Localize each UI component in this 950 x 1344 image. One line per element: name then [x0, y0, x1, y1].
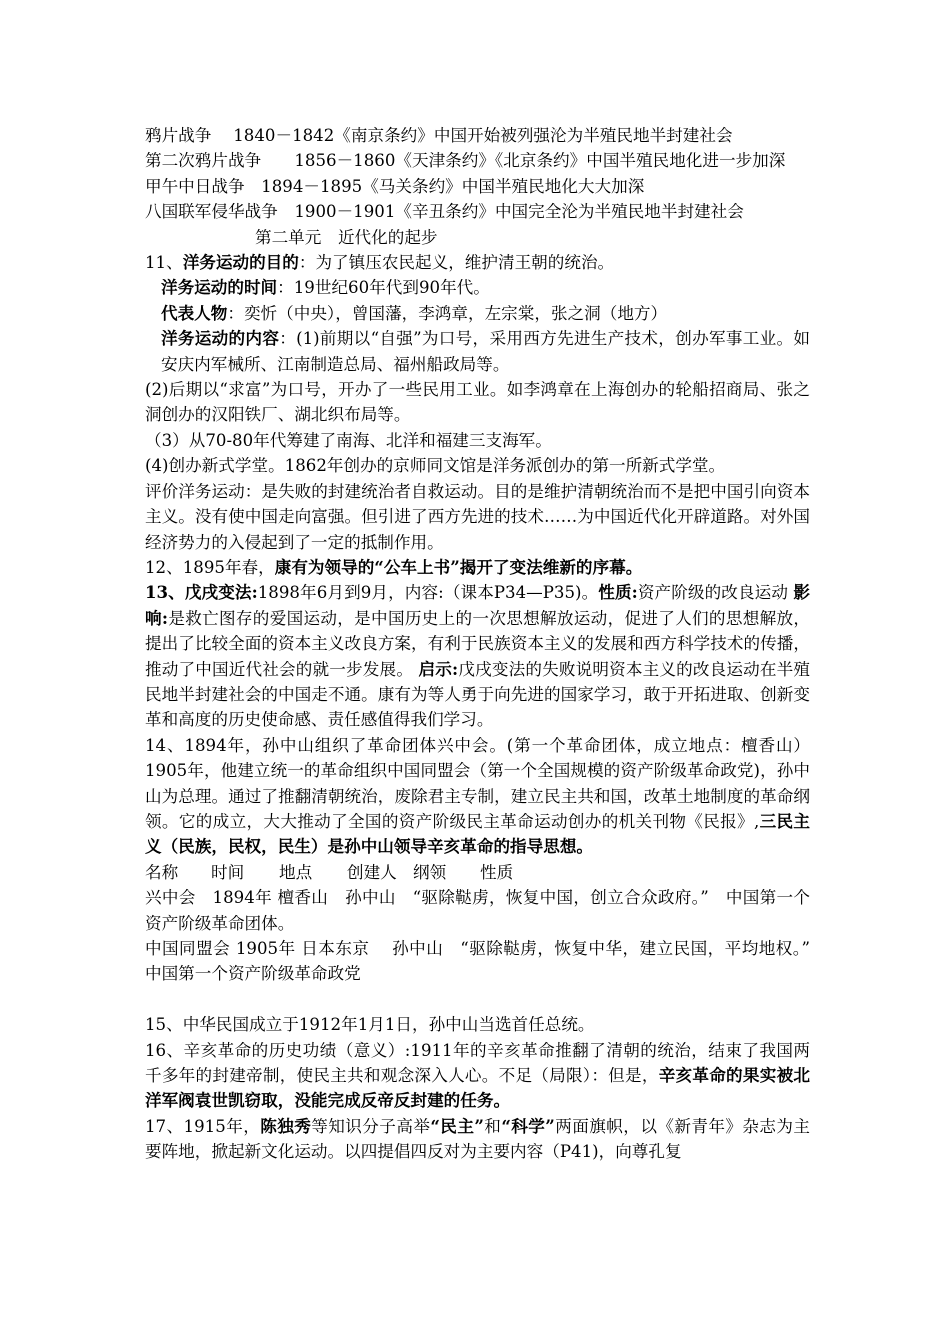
section-13-text-4: 戊戌变法的失败说明资本主义的改良运动在半殖民地半封建社会的中国走不通。康有为等人勇于向先进的国家学习，敢于开拓进取、创新变革和高度的历史使命感、责任感值得我们学习。 — [145, 659, 810, 730]
section-13-text-1: 1898年6月到9月，内容:（课本P34—P35)。 — [257, 583, 599, 603]
war-line-4: 八国联军侵华战争 1900－1901《辛丑条约》中国完全沦为半殖民地半封建社会 — [145, 202, 744, 222]
content-text: ：(1)前期以“自强”为口号，采用西方先进生产技术，创办军事工业。如安庆内军械所、江南制造总局、福州船政局等。 — [161, 329, 810, 374]
section-12-bold: 康有为领导的“公车上书”揭开了变法维新的序幕。 — [274, 556, 643, 577]
section-14-bold: 三民主义（民族，民权，民生）是孙中山领导辛亥革命的指导思想。 — [145, 810, 810, 857]
section-11-time — [145, 275, 810, 300]
section-number: 11、 — [145, 253, 183, 273]
document-page — [145, 123, 844, 1165]
section-11-content-2: (2)后期以“求富”为口号，开办了一些民用工业。如李鸿章在上海创办的轮船招商局、张之洞创办的汉阳铁厂、湖北织布局等。 — [145, 380, 810, 425]
section-16 — [145, 1038, 810, 1114]
section-11-content — [145, 326, 810, 377]
section-13-text-2: 资产阶级的改良运动 — [637, 583, 789, 603]
section-14 — [145, 733, 810, 860]
header-program: 纲领 — [413, 862, 447, 882]
section-13-text-3: 是救亡图存的爱国运动，是中国历史上的一次思想解放运动，促进了人们的思想解放，提出了比较全面的资本主义改良方案，有利于民族资本主义的发展和西方科学技术的传播，推动了中国近代社会的就一步发展。 — [145, 608, 810, 679]
table-header — [145, 860, 810, 885]
header-founder: 创建人 — [347, 862, 397, 882]
people-text: ：奕忻（中央），曾国藩，李鸿章，左宗棠，张之洞（地方） — [227, 303, 668, 323]
header-name: 名称 — [145, 862, 179, 882]
time-label: 洋务运动的时间 — [161, 277, 278, 298]
time-text: ：19世纪60年代到90年代。 — [277, 278, 490, 298]
section-14-text: 14、1894年，孙中山组织了革命团体兴中会。(第一个革命团体，成立地点：檀香山）1905年，他建立统一的革命组织中国同盟会（第一个全国规模的资产阶级革命政党)，孙中山为总理。通过了推翻清朝统治，废除君主专制，建立民主共和国，改革土地制度的革命纲领。它的成立，大大推动了全国的资产阶级民主革命运动创办的机关刊物《民报》, — [145, 735, 810, 831]
s17-b3: “科学” — [501, 1115, 555, 1136]
header-time: 时间 — [211, 862, 245, 882]
table-row-1: 兴中会 1894年 檀香山 孙中山 “驱除鞑虏，恢复中国，创立合众政府。” 中国第一个资产阶级革命团体。 — [145, 888, 810, 933]
insight-label: 启示: — [418, 658, 459, 679]
blank-line — [145, 987, 810, 1012]
section-11-people — [145, 301, 810, 326]
section-12 — [145, 555, 810, 580]
war-line-1: 鸦片战争 1840－1842《南京条约》中国开始被列强沦为半殖民地半封建社会 — [145, 126, 733, 145]
s17-t3: 和 — [483, 1116, 502, 1136]
unit-title: 第二单元 近代化的起步 — [255, 227, 438, 247]
section-12-text: 12、1895年春， — [145, 557, 275, 577]
s17-b2: “民主” — [430, 1115, 484, 1136]
section-13 — [145, 580, 810, 732]
s17-t4: 两面旗帜，以《新青年》杂志为主要阵地，掀起新文化运动。以四提倡四反对为主要内容（P41)，向尊孔复 — [145, 1116, 811, 1162]
s17-b1: 陈独秀 — [260, 1115, 312, 1136]
section-13-label: 13、戊戌变法: — [145, 582, 258, 603]
war-line-3: 甲午中日战争 1894－1895《马关条约》中国半殖民地化大大加深 — [145, 176, 645, 196]
section-11-goal — [145, 250, 810, 275]
section-16-text: 16、辛亥革命的历史功绩（意义）:1911年的辛亥革命推翻了清朝的统治，结束了我国两千多年的封建帝制，使民主共和观念深入人心。不足（局限）：但是， — [145, 1040, 810, 1086]
section-15: 15、中华民国成立于1912年1月1日，孙中山当选首任总统。 — [145, 1015, 595, 1035]
impact-label: 影响: — [145, 582, 810, 628]
section-11-evaluation: 评价洋务运动：是失败的封建统治者自救运动。目的是维护清朝统治而不是把中国引向资本主义。没有使中国走向富强。但引进了西方先进的技术……为中国近代化开辟道路。对外国经济势力的入侵起到了一定的抵制作用。 — [145, 481, 810, 552]
section-11-content-4: (4)创办新式学堂。1862年创办的京师同文馆是洋务派创办的第一所新式学堂。 — [145, 456, 726, 476]
section-17 — [145, 1114, 810, 1165]
s17-t1: 17、1915年， — [145, 1116, 261, 1136]
goal-text: ：为了镇压农民起义，维护清王朝的统治。 — [298, 253, 615, 273]
goal-label: 洋务运动的目的 — [182, 252, 299, 273]
header-nature: 性质 — [480, 862, 514, 882]
table-row-2: 中国同盟会 1905年 日本东京 孙中山 “驱除鞑虏，恢复中华，建立民国，平均地权。” 中国第一个资产阶级革命政党 — [145, 939, 844, 984]
s17-t2: 等知识分子高举 — [311, 1116, 431, 1136]
section-16-bold: 辛亥革命的果实被北洋军阀袁世凯窃取，没能完成反帝反封建的任务。 — [145, 1065, 811, 1111]
section-11-content-3: （3）从70-80年代筹建了南海、北洋和福建三支海军。 — [145, 430, 552, 450]
nature-label: 性质: — [598, 582, 638, 603]
content-label: 洋务运动的内容 — [161, 328, 280, 349]
header-place: 地点 — [279, 862, 313, 882]
war-line-2: 第二次鸦片战争 1856－1860《天津条约》《北京条约》中国半殖民地化进一步加深 — [145, 151, 786, 171]
people-label: 代表人物 — [161, 302, 228, 323]
